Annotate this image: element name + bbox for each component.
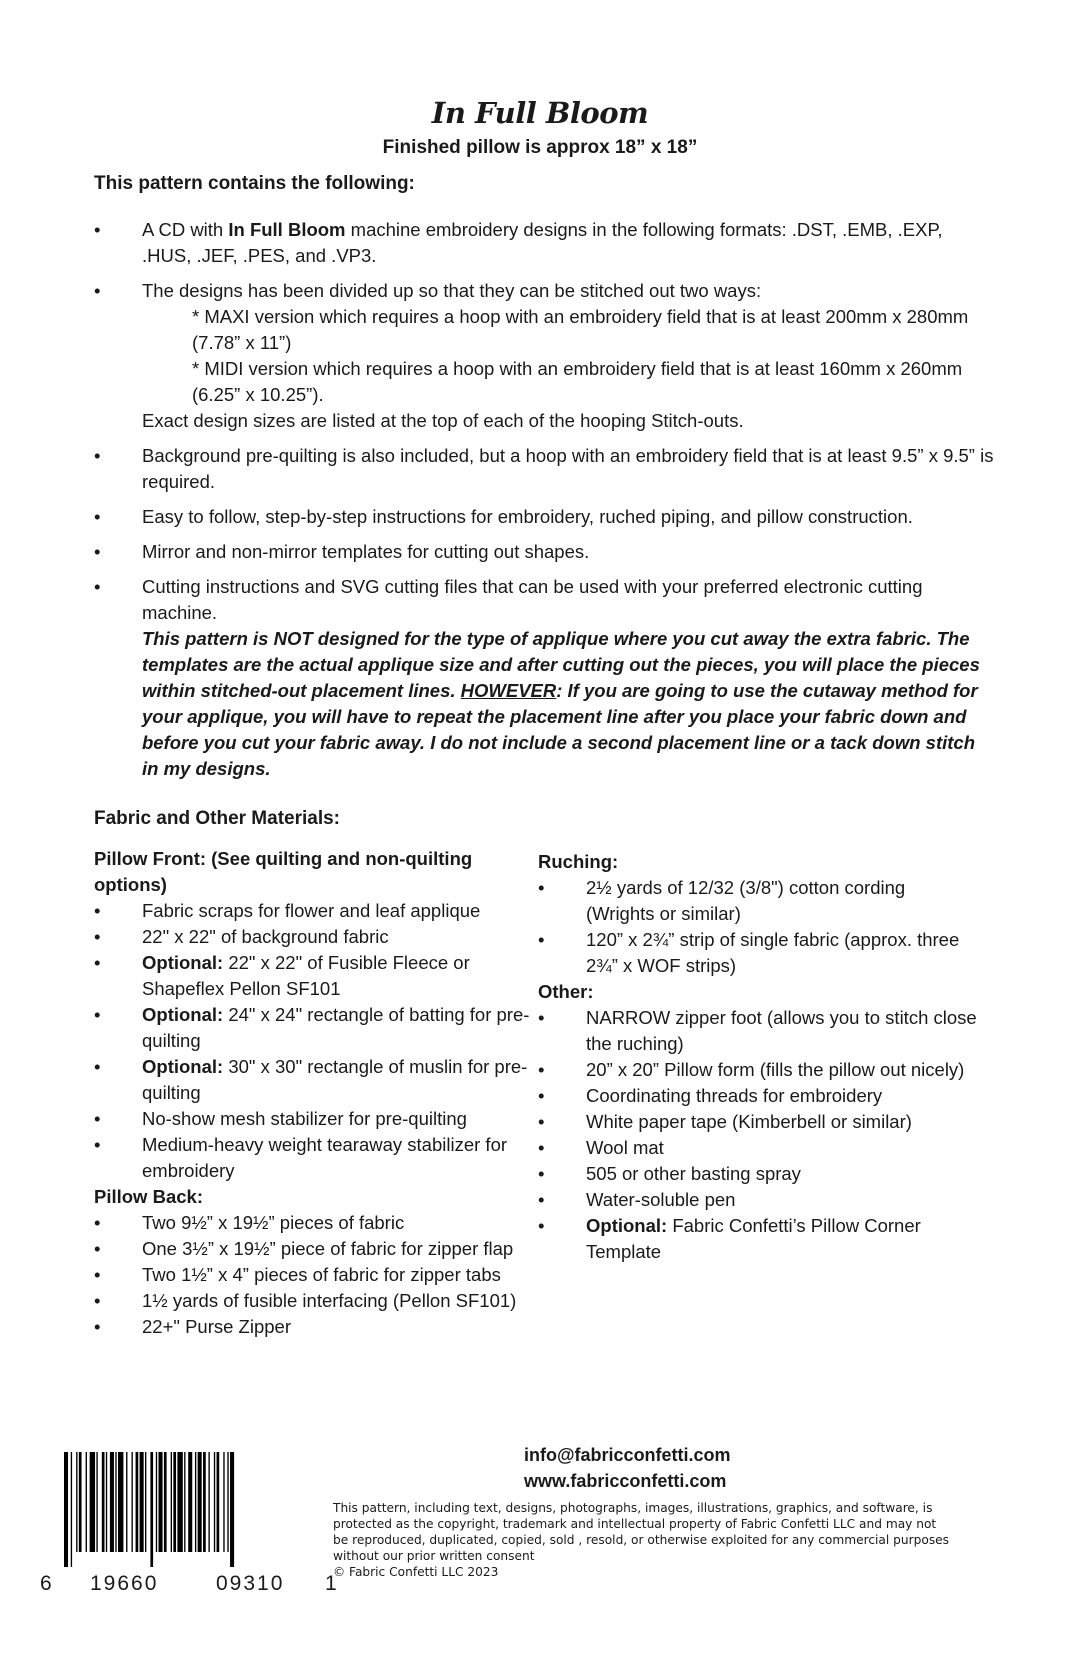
cutaway-note: This pattern is NOT designed for the type of applique where you cut away the extra fabric. The templates are the actual applique size and after cutting out the pieces, you will place the pieces within stitched-out placement lines. HOWEVER: If you are going to use the cutaway method for your applique, you will have to repeat the placement line after you place your fabric down and before you cut your fabric away. I do not include a second placement line or a tack down stitch in my designs. (142, 628, 980, 779)
list-item: • Wool mat (538, 1137, 664, 1158)
copyright-notice: This pattern, including text, designs, photographs, images, illustrations, graphics, and software, is protected as the copyright, trademark and intellectual property of Fabric Confetti LLC and may not be reproduced, duplicated, copied, sold , resold, or otherwise exploited for any commercial purposes without our prior written consent (333, 1501, 950, 1563)
barcode-bar (79, 1452, 82, 1552)
barcode-bar (208, 1452, 209, 1552)
barcode-bar (64, 1452, 68, 1567)
barcode-digit-system: 6 (40, 1572, 52, 1595)
barcode-bar (223, 1452, 224, 1552)
barcode-digit-check: 1 (325, 1572, 337, 1595)
barcode-bar (126, 1452, 127, 1552)
legal-notice (333, 1500, 953, 1580)
list-item: • NARROW zipper foot (allows you to stitch close the ruching) (538, 1007, 977, 1054)
barcode-bar (90, 1452, 95, 1552)
list-item: • Easy to follow, step-by-step instructions for embroidery, ruched piping, and pillow construction. (94, 504, 994, 530)
other-list (538, 1005, 978, 1265)
list-item: • A CD with In Full Bloom machine embroidery designs in the following formats: .DST, .EMB, .EXP, .HUS, .JEF, .PES, and .VP3. (94, 219, 943, 266)
materials-right-column (538, 849, 978, 1265)
bullet: • (94, 541, 101, 562)
design-name: In Full Bloom (228, 219, 346, 240)
barcode-bar (171, 1452, 172, 1552)
list-item: • 505 or other basting spray (538, 1163, 801, 1184)
barcode-bar (159, 1452, 163, 1552)
list-item: • White paper tape (Kimberbell or similar) (538, 1111, 912, 1132)
maxi-version: * MAXI version which requires a hoop with an embroidery field that is at least 200mm x 280mm (7.78” x 11”) (192, 306, 969, 353)
barcode-bar (132, 1452, 133, 1552)
bullet: • (94, 576, 101, 597)
barcode-bar (164, 1452, 167, 1552)
barcode-bar (86, 1452, 87, 1552)
barcode-bar (203, 1452, 206, 1552)
list-item: • Optional: 22" x 22" of Fusible Fleece or Shapeflex Pellon SF101 (94, 952, 470, 999)
ruching-list (538, 875, 978, 979)
contents-heading: This pattern contains the following: (94, 173, 415, 194)
contents-list (94, 217, 994, 791)
barcode-bar (214, 1452, 215, 1552)
barcode-bar (184, 1452, 185, 1552)
barcode-bar (156, 1452, 157, 1552)
barcode-bar (118, 1452, 123, 1552)
pillow-back-list (94, 1210, 534, 1340)
materials-heading: Fabric and Other Materials: (94, 808, 341, 829)
midi-version: * MIDI version which requires a hoop with an embroidery field that is at least 160mm x 260mm (6.25” x 10.25”). (192, 358, 963, 405)
list-item: • 2½ yards of 12/32 (3/8") cotton cording (Wrights or similar) (538, 877, 906, 924)
page-title: In Full Bloom (431, 96, 649, 130)
bullet: • (94, 506, 101, 527)
pillow-front-heading: Pillow Front: (See quilting and non-quilting options) (94, 848, 473, 895)
website-link[interactable]: www.fabricconfetti.com (524, 1471, 727, 1491)
list-item: • Optional: 30" x 30" rectangle of muslin for pre-quilting (94, 1056, 528, 1103)
list-item: • Coordinating threads for embroidery (538, 1085, 883, 1106)
list-item: • Optional: 24" x 24" rectangle of batting for pre-quilting (94, 1004, 530, 1051)
barcode (60, 1452, 340, 1567)
other-heading: Other: (538, 981, 594, 1002)
bullet: • (94, 280, 101, 301)
barcode-digits-right: 09310 (216, 1572, 285, 1595)
list-item: • Medium-heavy weight tearaway stabilizer for embroidery (94, 1134, 508, 1181)
list-item: • Fabric scraps for flower and leaf applique (94, 900, 481, 921)
list-item: • No-show mesh stabilizer for pre-quilting (94, 1108, 467, 1129)
barcode-bar (76, 1452, 77, 1552)
barcode-bar (198, 1452, 202, 1552)
list-item: • Cutting instructions and SVG cutting files that can be used with your preferred electronic cutting machine. This pattern is NOT designed for the type of applique where you cut away the extra fabric. The templates are the actual applique size and after cutting out the pieces, you will place the pieces within stitched-out placement lines. HOWEVER: If you are going to use the cutaway method for your applique, you will have to repeat the placement line after you place your fabric down and before you cut your fabric away. I do not include a second placement line or a tack down stitch in my designs. (94, 574, 994, 782)
email-link[interactable]: info@fabricconfetti.com (524, 1445, 731, 1465)
list-item: • Water-soluble pen (538, 1189, 736, 1210)
barcode-bar (230, 1452, 234, 1567)
list-item: • 22+" Purse Zipper (94, 1316, 291, 1337)
list-item: • Optional: Fabric Confetti’s Pillow Corner Template (538, 1215, 921, 1262)
barcode-bar (106, 1452, 107, 1552)
barcode-bar (195, 1452, 196, 1552)
barcode-bar (217, 1452, 220, 1552)
contact-block (524, 1442, 731, 1494)
barcode-bar (150, 1452, 153, 1567)
list-item: • Background pre-quilting is also included, but a hoop with an embroidery field that is at least 9.5” x 9.5” is required. (94, 445, 994, 492)
barcode-bar (140, 1452, 144, 1552)
barcode-bar (173, 1452, 176, 1552)
barcode-bar (96, 1452, 97, 1552)
barcode-bar (145, 1452, 146, 1552)
barcode-bar (71, 1452, 72, 1567)
materials-left-column (94, 846, 534, 1340)
barcode-bar (188, 1452, 192, 1552)
barcode-bar (136, 1452, 139, 1552)
bullet: • (94, 219, 101, 240)
list-item: • 120” x 2¾” strip of single fabric (approx. three 2¾” x WOF strips) (538, 929, 960, 976)
barcode-bar (177, 1452, 182, 1552)
bullet: • (94, 445, 101, 466)
list-item: • Two 1½” x 4” pieces of fabric for zipper tabs (94, 1264, 501, 1285)
ruching-heading: Ruching: (538, 851, 619, 872)
list-item: • 22" x 22" of background fabric (94, 926, 389, 947)
list-item: • One 3½” x 19½” piece of fabric for zipper flap (94, 1238, 514, 1259)
list-item: • 20” x 20” Pillow form (fills the pillow out nicely) (538, 1059, 965, 1080)
page-subtitle: Finished pillow is approx 18” x 18” (382, 137, 698, 158)
list-item: • Mirror and non-mirror templates for cutting out shapes. (94, 539, 994, 565)
list-item: • 1½ yards of fusible interfacing (Pellon SF101) (94, 1290, 517, 1311)
barcode-bar (110, 1452, 114, 1552)
barcode-bar (115, 1452, 116, 1552)
list-item: • The designs has been divided up so that they can be stitched out two ways: * MAXI version which requires a hoop with an embroidery field that is at least 200mm x 280mm (7.78” x 11”) * MIDI version which requires a hoop with an embroidery field that is at least 160mm x 260mm (6.25” x 10.25”). Exact design sizes are listed at the top of each of the hooping Stitch-outs. (94, 278, 994, 434)
copyright-line: © Fabric Confetti LLC 2023 (333, 1565, 499, 1579)
barcode-bar (227, 1452, 228, 1552)
pillow-back-heading: Pillow Back: (94, 1186, 203, 1207)
list-item: • Two 9½” x 19½” pieces of fabric (94, 1212, 405, 1233)
barcode-bar (102, 1452, 105, 1552)
pillow-front-list (94, 898, 534, 1184)
barcode-digits-left: 19660 (90, 1572, 159, 1595)
